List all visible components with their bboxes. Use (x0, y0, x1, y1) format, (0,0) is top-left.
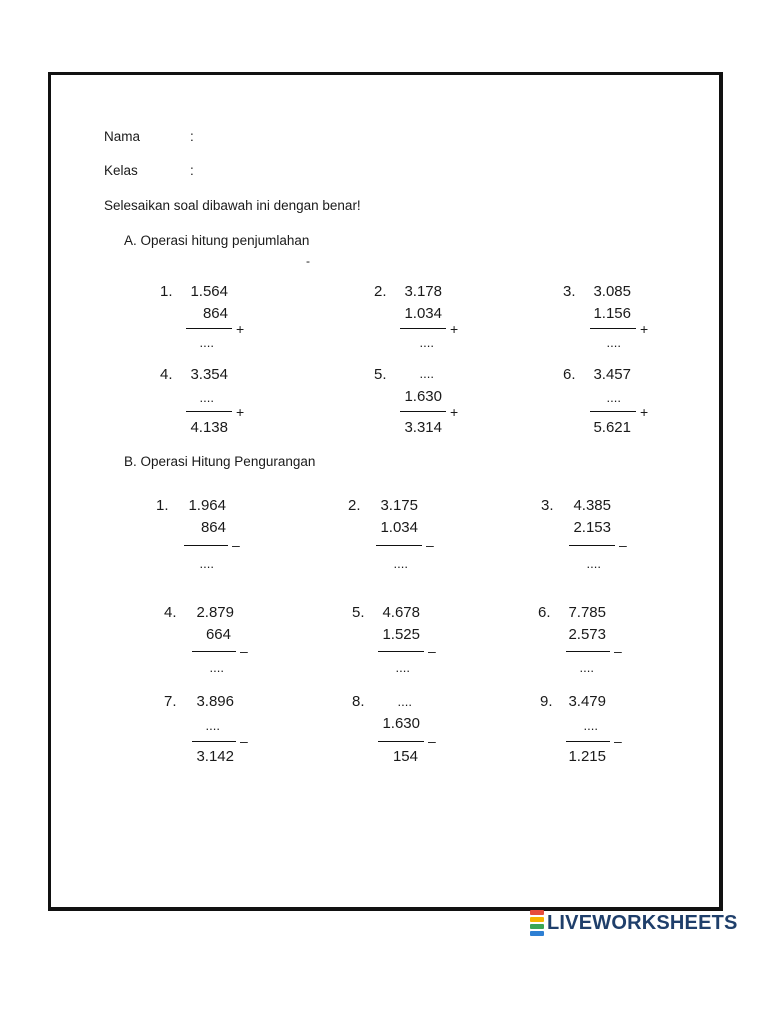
answer-blank[interactable]: .... (199, 556, 214, 571)
middle-operand: 1.156 (593, 305, 631, 322)
minus-sign: – (426, 537, 434, 553)
top-operand: 3.457 (593, 366, 631, 383)
section-b-title: B. Operasi Hitung Pengurangan (124, 454, 316, 469)
stray-mark: - (306, 254, 310, 268)
top-operand: 1.964 (188, 497, 226, 514)
middle-blank[interactable]: .... (583, 718, 598, 733)
liveworksheets-logo[interactable] (530, 908, 738, 938)
sum-result: 4.138 (190, 419, 228, 436)
problem-number: 8. (352, 693, 365, 710)
sum-line (400, 328, 446, 329)
answer-blank[interactable]: .... (579, 660, 594, 675)
plus-sign: + (450, 404, 459, 420)
top-blank[interactable]: .... (419, 366, 434, 381)
minus-sign: – (428, 643, 436, 659)
answer-blank[interactable]: .... (586, 556, 601, 571)
sum-result: 3.314 (404, 419, 442, 436)
sum-line (186, 411, 232, 412)
middle-operand: 2.153 (573, 519, 611, 536)
top-operand: 3.085 (593, 283, 631, 300)
difference-line (376, 545, 422, 546)
top-operand: 7.785 (568, 604, 606, 621)
logo-block-blue (530, 931, 544, 936)
minus-sign: – (240, 733, 248, 749)
minus-sign: – (232, 537, 240, 553)
problem-number: 4. (164, 604, 177, 621)
difference-result: 3.142 (196, 748, 234, 765)
answer-blank[interactable]: .... (393, 556, 408, 571)
kelas-colon: : (190, 163, 194, 178)
plus-sign: + (640, 321, 649, 337)
sum-result: 5.621 (593, 419, 631, 436)
problem-number: 4. (160, 366, 173, 383)
logo-block-green (530, 924, 544, 929)
difference-line (184, 545, 228, 546)
instruction-text: Selesaikan soal dibawah ini dengan benar! (104, 198, 361, 213)
liveworksheets-wordmark: LIVEWORKSHEETS (547, 911, 738, 934)
middle-operand: 1.525 (382, 626, 420, 643)
middle-blank[interactable]: .... (205, 718, 220, 733)
problem-number: 3. (541, 497, 554, 514)
difference-line (192, 651, 236, 652)
middle-operand: 1.630 (404, 388, 442, 405)
top-operand: 4.385 (573, 497, 611, 514)
middle-operand: 664 (205, 626, 231, 643)
nama-colon: : (190, 129, 194, 144)
minus-sign: – (428, 733, 436, 749)
middle-operand: 864 (202, 305, 228, 322)
plus-sign: + (450, 321, 459, 337)
top-operand: 3.354 (190, 366, 228, 383)
difference-line (192, 741, 236, 742)
section-a-title: A. Operasi hitung penjumlahan (124, 233, 310, 248)
sum-line (400, 411, 446, 412)
answer-blank[interactable]: .... (209, 660, 224, 675)
liveworksheets-icon (530, 910, 544, 936)
plus-sign: + (640, 404, 649, 420)
top-blank[interactable]: .... (397, 694, 412, 709)
top-operand: 3.896 (196, 693, 234, 710)
minus-sign: – (619, 537, 627, 553)
middle-blank[interactable]: .... (606, 390, 621, 405)
difference-line (566, 741, 610, 742)
problem-number: 3. (563, 283, 576, 300)
minus-sign: – (240, 643, 248, 659)
middle-operand: 864 (200, 519, 226, 536)
top-operand: 4.678 (382, 604, 420, 621)
middle-operand: 2.573 (568, 626, 606, 643)
problem-number: 2. (348, 497, 361, 514)
sum-line (590, 411, 636, 412)
problem-number: 7. (164, 693, 177, 710)
plus-sign: + (236, 404, 245, 420)
plus-sign: + (236, 321, 245, 337)
difference-line (378, 651, 424, 652)
middle-blank[interactable]: .... (199, 390, 214, 405)
problem-number: 5. (374, 366, 387, 383)
logo-block-red (530, 910, 544, 915)
kelas-label: Kelas (104, 163, 138, 178)
answer-blank[interactable]: .... (199, 335, 214, 350)
answer-blank[interactable]: .... (419, 335, 434, 350)
problem-number: 5. (352, 604, 365, 621)
problem-number: 6. (538, 604, 551, 621)
sum-line (590, 328, 636, 329)
top-operand: 3.479 (568, 693, 606, 710)
difference-line (566, 651, 610, 652)
middle-operand: 1.034 (404, 305, 442, 322)
difference-result: 154 (392, 748, 418, 765)
problem-number: 1. (160, 283, 173, 300)
nama-label: Nama (104, 129, 141, 144)
top-operand: 1.564 (190, 283, 228, 300)
logo-block-yellow (530, 917, 544, 922)
problem-number: 6. (563, 366, 576, 383)
answer-blank[interactable]: .... (606, 335, 621, 350)
sum-line (186, 328, 232, 329)
problem-number: 9. (540, 693, 553, 710)
top-operand: 2.879 (196, 604, 234, 621)
difference-result: 1.215 (568, 748, 606, 765)
middle-operand: 1.034 (380, 519, 418, 536)
difference-line (378, 741, 424, 742)
minus-sign: – (614, 733, 622, 749)
middle-operand: 1.630 (382, 715, 420, 732)
top-operand: 3.175 (380, 497, 418, 514)
minus-sign: – (614, 643, 622, 659)
problem-number: 1. (156, 497, 169, 514)
answer-blank[interactable]: .... (395, 660, 410, 675)
problem-number: 2. (374, 283, 387, 300)
difference-line (569, 545, 615, 546)
top-operand: 3.178 (404, 283, 442, 300)
